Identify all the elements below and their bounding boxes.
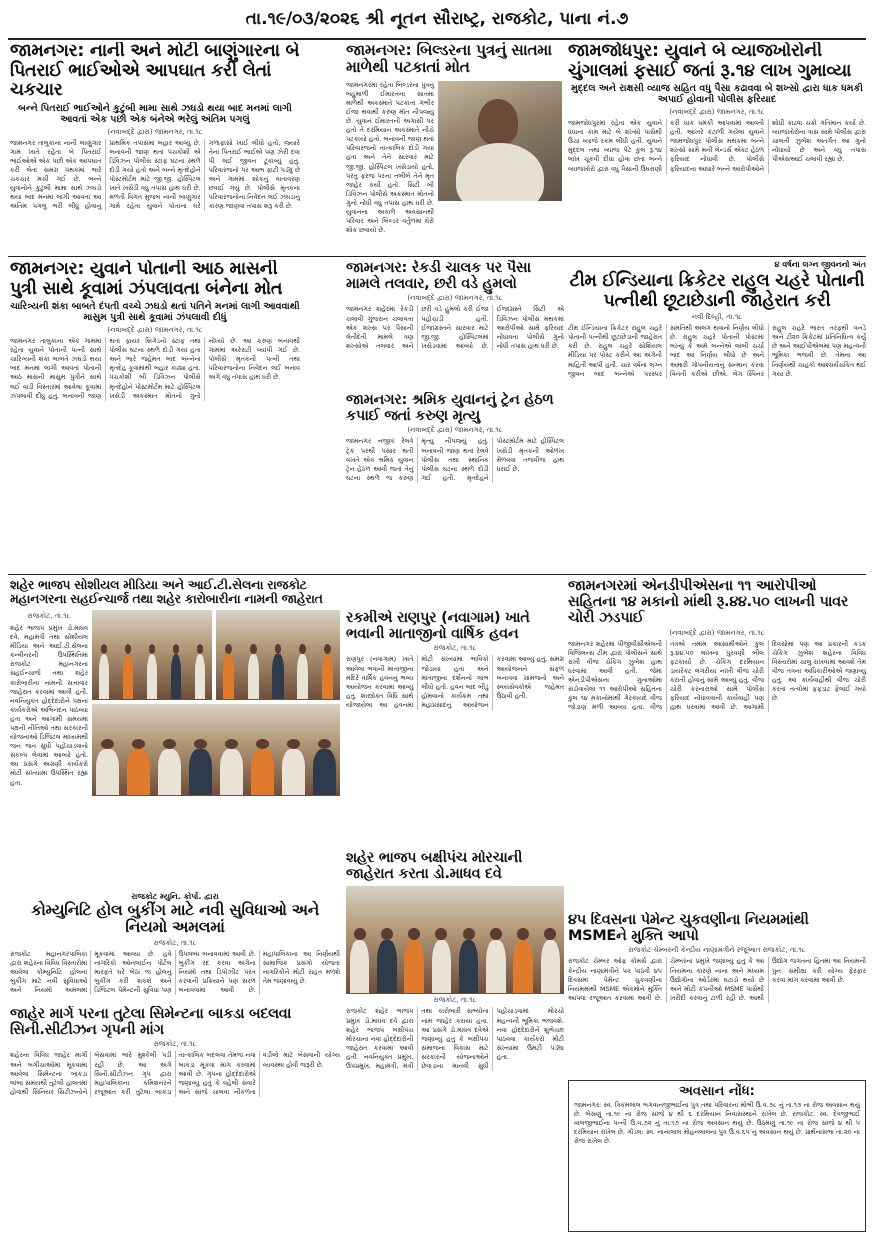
page-header: તા.૧૯/૦૩/૨૦૨૬ શ્રી નૂતન સૌરાષ્ટ્ર, રાજકોટ, પાના નં.૭	[245, 9, 629, 29]
header-rule	[8, 38, 866, 40]
article-body: શહેરના વિવિધ જાહેર માર્ગો અને બગીચાઓમાં મૂકવામાં આવેલા સિમેન્ટના બાકડા લાંબા સમયથી તુટેલી હાલતમાં હોવાથી સિનિયર સિટીઝનોને બેસવામાં ભારે મુશ્કેલી પડી રહી છે. આ અંગે સિની.સીટીઝન ગૃપ દ્વારા મહાપાલિકાના કમિશનરને રજૂઆત કરી તુટેલા બાકડા તાત્કાલિક બદલવા તેમજ નવા બાકડા મૂકવા માંગ કરવામાં આવી છે. ગૃપના હોદ્દેદારોએ જણાવ્યું હતું કે વહેલી સવારે અને સાંજે ચાલવા નીકળતા વડીલો માટે બેસવાની યોગ્ય વ્યવસ્થા હોવી જરૂરી છે.	[10, 1051, 340, 1096]
byline: રાજકોટ ચેમ્બરની કેન્દ્રીય નાણામંત્રીને રજૂઆત રાજકોટ, તા.૧૮	[628, 946, 806, 955]
headline: જામનગર: શ્રમિક યુવાનનું ટ્રેન હેઠળ કપાઈ જતાં કરુણ મૃત્યુ	[346, 392, 554, 425]
article-body: રાણપુર (નવાગામ) ખાતે આવેલા ભવાની માતાજીના મંદિરે વાર્ષિક હવનનું ભવ્ય આયોજન કરવામાં આવ્યું હતું. શાસ્ત્રોક્ત વિધિ સાથે યોજાયેલા આ હવનમાં મોટી સંખ્યામાં ભાવિકો જોડાયા હતા અને માતાજીના દર્શનનો લાભ લીધો હતો. હવન બાદ બીડું હોમવાનો કાર્યક્રમ તથા મહાપ્રસાદનું આયોજન કરવામાં આવ્યું હતું. સમગ્ર આયોજનને સફળ બનાવવા ગ્રામજનો અને સ્વયંસેવકોએ જહેમત ઉઠાવી હતી.	[346, 655, 564, 709]
obituary-body: જામનગર: સ્વ. ત્રિકમલાલ ભગવાનજીભાઈના પુત્ર તથા પરિવારના મોભી ઉ.વ.૭૮ નું તા.૧૭ ના રોજ અવસાન થયું છે. બેસણું તા.૧૯ ના રોજ સાંજે ૪ થી ૬ દરમિયાન નિવાસસ્થાને રાખેલ છે. રાજકોટ: સ્વ. દેવજીભાઈ વાલજીભાઈના પત્ની ઉ.વ.૭૨ નું તા.૧૭ ના રોજ અવસાન થયું છે. ઉઠમણું તા.૧૯ ના રોજ સાંજે ૪ થી ૫ દરમિયાન રાખેલ છે. ગોંડલ: સ્વ. નાનાલાલ મોહનલાલના પુત્ર ઉ.વ.૬૫ નું અવસાન થયું છે. પ્રાર્થનાસભા તા.૨૦ ના રોજ રાખેલ છે.	[574, 1101, 860, 1146]
kicker: રાજકોટ મ્યુનિ. કોર્પો. દ્વારા	[131, 892, 219, 901]
headline: જામજોધપુર: યુવાને બે વ્યાજખોરોની ચુંગાલમાં ફસાઈ જતાં રૂ.૧૪ લાખ ગુમાવ્યા	[568, 42, 852, 81]
article-body: શહેર ભાજપ પ્રમુખ ડો.માધવ દવે, મહામંત્રી તથા સોશીયલ મીડિયા અને આઈ.ટી.સેલના કન્વીનરની ઉપસ્થિતિમાં રાજકોટ મહાનગરના સહઈન્ચાર્જ તથા શહેર કારોબારીના નામની સત્તાવાર જાહેરાત કરવામાં આવી હતી. નવનિયુક્ત હોદ્દેદારોને પક્ષના કાર્યકરોએ અભિનંદન પાઠવ્યા હતા અને આગામી સમયમાં પક્ષની નીતિઓ તથા સરકારની યોજનાઓ ડિજિટલ માધ્યમથી જન જન સુધી પહોંચાડવાનો સંકલ્પ લેવામાં આવ્યો હતો. આ પ્રસંગે અગ્રણી કાર્યકરો મોટી સંખ્યામાં ઉપસ્થિત રહ્યા હતા.	[10, 623, 88, 787]
headline: રકમીએ રાણપુર (નવાગામ) ખાતે ભવાની માતાજીનો વાર્ષિક હવન	[346, 610, 530, 643]
obituary-box	[568, 1080, 866, 1232]
article-train-death	[346, 392, 564, 572]
article-body: ટીમ ઈન્ડિયાના ક્રિકેટર રાહુલ ચહરે પોતાની પત્નીથી છૂટાછેડાની જાહેરાત કરી છે. રાહુલ ચહરે સોશિયલ મીડિયા પર પોસ્ટ કરીને આ અંગેની માહિતી આપી હતી. ચાર વર્ષના લગ્ન જીવન બાદ બન્નેએ પરસ્પર સંમતિથી અલગ થવાનો નિર્ણય લીધો છે. રાહુલ ચહરે પોતાની પોસ્ટમાં લખ્યું કે અમે બન્નેએ લાંબી ચર્ચા બાદ આ નિર્ણય લીધો છે અને અમારી ગોપનીયતાનું સન્માન કરવા વિનંતી કરીએ છીએ. લેગ સ્પિનર રાહુલ ચહરે ભારત તરફથી વનડે અને ટી૨૦ ક્રિકેટમાં પ્રતિનિધિત્વ કર્યું છે અને આઈપીએલમાં પણ મહત્વની ભૂમિકા ભજવી છે. તેમના આ નિર્ણયથી ચાહકો આશ્ચર્યચકિત થઈ ગયા છે.	[568, 324, 866, 378]
victim-photo	[438, 81, 562, 201]
article-builder-son-fall	[346, 42, 564, 254]
article-rahul-chahar	[568, 260, 866, 570]
article-well-tragedy	[10, 260, 300, 572]
headline: ૪૫ દિવસના પેમેન્ટ ચુકવણીના નિયમમાંથી MSMEને મુક્તિ આપો	[568, 912, 809, 945]
headline: કોમ્યુનિટિ હોલ બુકીંગ માટે નવી સુવિધાઓ અને નિયમો અમલમાં	[31, 901, 319, 937]
byline: (નવાબદ્દે દ્વારા) જામનગર, તા.૧૮	[669, 628, 765, 637]
article-body: જામનગર શહેરમાં રેકડી ચલાવી ગુજરાન ચલાવતા એક શખ્સ પર પૈસાની લેતીદેતી મામલે ત્રણ શખ્સોએ તલવાર અને છરી વડે હુમલો કરી ઈજા પહોંચાડી હતી. ઈજાગ્રસ્તને સારવાર માટે જી.જી. હોસ્પિટલમાં ખસેડવામાં આવ્યો છે. ઈજાગ્રસ્તે સિટી એ ડિવિઝન પોલીસ મથકમાં આરોપીઓ સામે ફરિયાદ નોંધાવતા પોલીસે ગુનો નોંધી તપાસ હાથ ધરી છે.	[346, 305, 564, 350]
article-body: રાજકોટ શહેર ભાજપ પ્રમુખ ડો.માધવ દવે દ્વારા શહેર ભાજપ બક્ષીપંચ મોરચાના નવા હોદ્દેદારોની જાહેરાત કરવામાં આવી હતી. નવનિયુક્ત પ્રમુખ, ઉપપ્રમુખ, મહામંત્રી, મંત્રી તથા કારોબારી સભ્યોના નામ જાહેર કરાયા હતા. આ પ્રસંગે ડો.માધવ દવેએ જણાવ્યું હતું કે બક્ષીપંચ સમાજના વિકાસ માટે સરકારની યોજનાઓને છેવાડાના માનવી સુધી પહોંચાડવામાં મોરચો મહત્વની ભૂમિકા ભજવશે. નવા હોદ્દેદારોને શુભેચ્છા પાઠવવા કાર્યકરો મોટી સંખ્યામાં ઉમટી પડ્યા હતા.	[346, 1007, 564, 1071]
byline: (નવાબદ્દે દ્વારા) જામનગર, તા.૧૮	[107, 127, 203, 136]
section-rule	[8, 574, 866, 575]
article-bjp-social-media	[10, 578, 340, 882]
article-body: જામનગરમાં રહેતા બિલ્ડરના પુત્રનું બહુમાળી ઈમારતના સાતમા માળેથી અકસ્માતે પટકાતાં ગંભીર ઈજા થવાથી કરુણ મોત નીપજ્યું છે. યુવાન ઈમારતની અગાસી પર હતો તે દરમિયાન અકસ્માતે નીચે પટકાયો હતો. બનાવની જાણ થતાં પરિવારજનો તાત્કાલિક દોડી ગયા હતા અને તેને સારવાર માટે જી.જી. હોસ્પિટલ ખસેડાયો હતો, પરંતુ ફરજ પરના તબીબે તેને મૃત જાહેર કર્યો હતો. સિટી બી ડિવિઝન પોલીસે અકસ્માત મોતનો ગુનો નોંધી વધુ તપાસ હાથ ધરી છે. યુવાનના અકાળે અવસાનથી પરિવાર અને બિલ્ડર વર્તુળમાં ઘેરો શોક છવાયો છે.	[346, 80, 434, 235]
headline: જાહેર માર્ગ પરના તુટેલા સિમેન્ટના બાકડા બદલવા સિની.સીટીઝન ગૃપની માંગ	[10, 1006, 292, 1039]
article-body: જામજોધપુરમાં રહેતા એક યુવાને ધંધાના કામ માટે બે શખ્સો પાસેથી ઉંચા વ્યાજે રકમ લીધી હતી. યુવાને મુદ્દલ તથા વ્યાજ પેટે કુલ રૂ.૧૪ લાખ ચૂકવી દીધા હોવા છતાં બન્ને વ્યાજખોરો દ્વારા વધુ પૈસાની ઉઘરાણી કરી ધાક ધમકી આપવામાં આવતી હતી. આખરે કંટાળી ગયેલા યુવાને જામજોધપુર પોલીસ મથકમાં બન્ને શખ્સો સામે મની લેન્ડર્સ એક્ટ હેઠળ ફરિયાદ નોંધાવી છે. પોલીસે ફરિયાદના આધારે બન્ને આરોપીઓને શોધી કાઢવા ચક્રો ગતિમાન કર્યા છે. વ્યાજખોરોના ત્રાસ સામે પોલીસ દ્વારા ચાલતી ઝુંબેશ અંતર્ગત આ ગુનો નોંધાયો છે અને વધુ તપાસ પીએસઆઈ ચલાવી રહ્યા છે.	[568, 119, 866, 173]
headline: ટીમ ઈન્ડિયાના ક્રિકેટર રાહુલ ચહરે પોતાની પત્નીથી છૂટાછેડાની જાહેરાત કરી	[569, 271, 865, 311]
article-body: રાજકોટ ચેમ્બર ઓફ કોમર્સ દ્વારા કેન્દ્રીય નાણામંત્રીને પત્ર પાઠવી ૪૫ દિવસમાં પેમેન્ટ ચુકવણીના નિયમમાંથી MSME એકમોને મુક્તિ આપવા રજૂઆત કરવામાં આવી છે. ચેમ્બરના પ્રમુખે જણાવ્યું હતું કે આ નિયમના કારણે નાના અને મધ્યમ ઉદ્યોગોના ઓર્ડરમાં ઘટાડો થયો છે અને મોટી કંપનીઓ MSME પાસેથી ખરીદી કરવાનું ટાળી રહી છે. આથી ઉદ્યોગ જગતના હિતમાં આ નિયમની પુનઃ સમીક્ષા કરી યોગ્ય ફેરફાર કરવા માંગ કરવામાં આવી છે.	[568, 957, 866, 1002]
article-body: રાજકોટ મહાનગરપાલિકા દ્વારા શહેરના વિવિધ વિસ્તારોમાં આવેલા કોમ્યુનિટિ હોલના બુકીંગ માટે નવી સુવિધાઓ અને નિયમો અમલમાં મૂકવામાં આવ્યા છે. હવે નાગરિકો ઓનલાઈન પોર્ટલ મારફતે ઘરે બેઠા જ હોલનું બુકીંગ કરી શકશે અને ડિજિટલ પેમેન્ટની સુવિધા પણ ઉપલબ્ધ બનાવવામાં આવી છે. બુકીંગ રદ કરવા અંગેના નિયમો તથા ડિપોઝીટ પરત કરવાની પ્રક્રિયાને પણ સરળ બનાવવામાં આવી છે. મહાપાલિકાના આ નિર્ણયથી સામાજિક પ્રસંગો યોજતા નાગરિકોને મોટી રાહત મળશે તેમ જણાવાયું છે.	[10, 949, 340, 995]
article-body: જામનગર શહેરમાં પીજીવીસીએલની વિજિલન્સ ટીમ દ્વારા પોલીસને સાથે રાખી વીજ ચેકિંગ ઝુંબેશ હાથ ધરવામાં આવી હતી. જેમાં એનડીપીએસના ગુનાઓમાં સંડોવાયેલા ૧૧ આરોપીઓ સહિતના કુલ ૧૪ મકાનોમાંથી ગેરકાયદે વીજ જોડાણ મળી આવ્યા હતા. વીજ તંત્રએ તમામ આસામીઓને કુલ રૂ.૪૪.૫૦ લાખના પુરવણી બીલ ફટકાર્યા છે. ચેકિંગ દરમિયાન ડાયરેક્ટ લંગરીયા નાખી વીજ ચોરી કરાતી હોવાનું સામે આવ્યું હતું. વીજ ચોરી કરનારાઓ સામે પોલીસ ફરિયાદ નોંધાવવાની કાર્યવાહી પણ હાથ ધરવામાં આવી છે. આગામી દિવસોમાં પણ આ પ્રકારની કડક ચેકિંગ ઝુંબેશ શહેરના વિવિધ વિસ્તારોમાં ચાલુ રાખવામાં આવશે તેમ વીજ તંત્રના અધિકારીઓએ જણાવ્યું હતું. આ કાર્યવાહીથી વીજ ચોરી કરતાં તત્વોમાં ફફડાટ ફેલાઈ ગયો છે.	[568, 639, 866, 712]
subheadline: ચારિત્ર્યની શંકા બાબતે દંપતી વચ્ચે ઝઘડો થતાં પતિને મનમાં લાગી આવવાથી માસુમ પુત્રી સાથે કૂવામાં ઝંપલાવી દીધું	[10, 301, 300, 324]
event-photo-bakshipanch	[346, 886, 564, 994]
byline: (નવાબદ્દે દ્વારા) જામનગર, તા.૧૮	[407, 294, 503, 303]
headline: શહેર ભાજપ સોશીયલ મીડિયા અને આઈ.ટી.સેલના રાજકોટ મહાનગરના સહઈન્ચાર્જ તથા શહેર કારોબારીના નામની જાહેરાત	[10, 578, 323, 606]
shirt	[456, 143, 544, 201]
subheadline: મુદ્દલ અને રાક્ષસી વ્યાજ સહિત વધુ પૈસા કઢાવવા બે શખ્સો દ્વારા ધાક ધમકી અપાઈ હોવાની પોલીસ ફરિયાદ	[571, 83, 863, 106]
headline: જામનગરમાં એનડીપીએસના ૧૧ આરોપીઓ સહિતના ૧૪ મકાનો માંથી રૂ.૪૪.૫૦ લાખની પાવર ચોરી ઝડપાઈ	[568, 578, 849, 627]
article-cement-benches	[10, 1006, 340, 1232]
event-photo-3	[92, 704, 340, 796]
subheadline: બન્ને પિતરાઈ ભાઈઓને કુટુંબી મામા સાથે ઝઘડો થયા બાદ મનમાં લાગી આવતાં એક પછી એક બંનેએ ભરેલું અંતિમ પગલું	[18, 102, 292, 125]
article-bhavani-havan	[346, 610, 564, 838]
face	[478, 99, 518, 145]
byline: રાજકોટ, તા.૧૮	[433, 996, 477, 1005]
headline: જામનગર: નાની અને મોટી બાણુંગારના બે પિતરાઈ ભાઈઓએ આપઘાત કરી લેતાં ચકચાર	[10, 42, 300, 101]
article-community-hall	[10, 892, 340, 1002]
section-rule	[8, 256, 866, 257]
article-body: જામનગર તાલુકાના નાની બાણુંગાર ગામ ખાતે રહેતા બે પિતરાઈ ભાઈઓએ એક પછી એક આપઘાત કરી લેતાં સમગ્ર પંથકમાં ભારે ચકચાર મચી ગઈ છે. બન્ને યુવાનોને કુટુંબી મામા સાથે ઝઘડો થયા બાદ મનમાં લાગી આવતાં આ અંતિમ પગલું ભરી લીધું હોવાનું પ્રાથમિક તપાસમાં બહાર આવ્યું છે. બનાવની જાણ થતાં પંચકોશી એ ડિવિઝન પોલીસ સ્ટાફ ઘટના સ્થળે દોડી ગયો હતો અને બન્ને મૃતદેહોને પોસ્ટમોર્ટમ માટે જી.જી. હોસ્પિટલ ખાતે ખસેડી વધુ તપાસ હાથ ધરી છે. મળતી વિગત મુજબ નાની બાણુંગાર ગામે રહેતા યુવાને પોતાના ઘરે ગળાફાંસો ખાઈ લીધો હતો, જ્યારે તેના પિતરાઈ ભાઈએ પણ ઝેરી દવા પી લઈ જીવન ટૂંકાવ્યું હતું. પરિવારજનો પર આભ ફાટી પડ્યું છે અને ગામમાં શોકનું વાતાવરણ છવાઈ ગયું છે. પોલીસે મૃતકના પરિવારજનોના નિવેદન લઈ ઝઘડાનું કારણ જાણવા તપાસ શરૂ કરી છે.	[10, 138, 300, 211]
byline: (નવાબદ્દે દ્વારા) જામનગર, તા.૧૮	[107, 326, 203, 335]
event-photo-2	[216, 610, 340, 700]
article-body: જામનગર નજીક રેલવે ટ્રેક પરથી પસાર થતી વખતે એક શ્રમિક યુવાન ટ્રેન હેઠળ આવી જતાં તેનું ઘટના સ્થળે જ કરુણ મૃત્યુ નીપજ્યું હતું. બનાવની જાણ થતાં રેલવે પોલીસ તથા સ્થાનિક પોલીસ ઘટના સ્થળે દોડી ગઈ હતી. મૃતદેહને પોસ્ટમોર્ટમ માટે હોસ્પિટલ ખસેડી મૃતકની ઓળખ મેળવવા તજવીજ હાથ ધરાઈ છે.	[346, 437, 564, 482]
obituary-title: અવસાન નોંધ:	[679, 1084, 755, 1099]
byline: નવી દિલ્હી, તા.૧૮	[691, 313, 743, 322]
headline: જામનગર: યુવાને પોતાની આઠ માસની પુત્રી સાથે કૂવામાં ઝંપલાવતા બંનેના મોત	[10, 260, 283, 299]
article-msme	[568, 912, 866, 1076]
byline: (નવાબદ્દે દ્વારા) જામનગર, તા.૧૮	[407, 426, 503, 435]
byline: રાજકોટ, તા.૧૮	[153, 938, 197, 947]
byline: રાજકોટ, તા.૧૮	[27, 612, 71, 620]
byline: રાજકોટ, તા.૧૮	[433, 644, 477, 653]
byline: (નવાબદ્દે દ્વારા) જામનગર, તા.૧૮	[669, 108, 765, 117]
headline: શહેર ભાજપ બક્ષીપંચ મોરચાની જાહેરાત કરતા ડો.માધવ દવે	[346, 850, 523, 883]
headline: જામનગર: બિલ્ડરના પુત્રનું સાતમા માળેથી પટકાતાં મોત	[346, 42, 552, 77]
article-moneylenders	[568, 42, 866, 254]
article-body: જામનગર તાલુકાના એક ગામમાં રહેતા યુવાને પોતાની પત્ની સાથે ચારિત્ર્યની શંકા બાબતે ઝઘડો થયા બાદ મનમાં લાગી આવતાં પોતાની આઠ માસની માસુમ પુત્રીને સાથે લઈ વાડી વિસ્તારમાં આવેલા કૂવામાં ઝંપલાવી દીધું હતું. બનાવની જાણ થતાં ફાયર બ્રિગેડનો સ્ટાફ તથા પોલીસ ઘટના સ્થળે દોડી ગયા હતા અને ભારે જહેમત બાદ બન્નેના મૃતદેહ કૂવામાંથી બહાર કાઢ્યા હતા. પંચકોશી બી ડિવિઝન પોલીસે મૃતદેહોને પોસ્ટમોર્ટમ માટે હોસ્પિટલ ખસેડી અકસ્માત મોતનો ગુનો નોંધ્યો છે. આ કરુણ બનાવથી ગામમાં અરેરાટી વ્યાપી ગઈ છે. પોલીસે મૃતકની પત્ની તથા પરિવારજનોના નિવેદન લઈ બનાવ અંગે વધુ તપાસ હાથ ધરી છે.	[10, 337, 300, 400]
byline: રાજકોટ, તા.૧૮	[153, 1040, 197, 1049]
article-banugar-suicide	[10, 42, 300, 252]
kicker: ૪ વર્ષના લગ્ન જીવનનો અંત	[774, 260, 866, 269]
event-photo-1	[92, 610, 212, 700]
article-power-theft	[568, 578, 866, 908]
article-bjp-bakshipanch	[346, 850, 564, 1232]
headline: જામનગર: રેકડી ચાલક પર પૈસા મામલે તલવાર, છરી વડે હુમલો	[346, 260, 531, 293]
article-cart-attack	[346, 260, 564, 386]
byline-and-body	[10, 610, 88, 788]
